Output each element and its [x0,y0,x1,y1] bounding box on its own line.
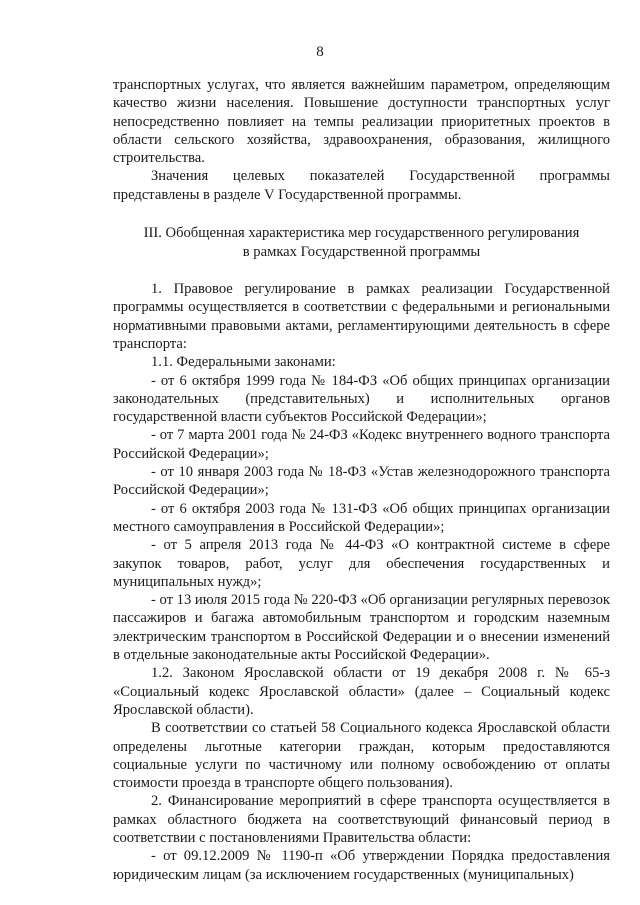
paragraph: 1.1. Федеральными законами: [151,354,336,371]
list-item: - от 10 января 2003 года № 18-ФЗ «Устав железнодорожного транспорта Российской Федерации»; [113,464,610,499]
list-item: - от 6 октября 1999 года № 184-ФЗ «Об общих принципах организации законодательных (представительных) и исполнительных органов государственной власти субъектов Российской Федерации»; [113,372,610,426]
list-item: - от 7 марта 2001 года № 24-ФЗ «Кодекс внутреннего водного транспорта Российской Федерации»; [113,427,610,462]
list-item: - от 13 июля 2015 года № 220-ФЗ «Об организации регулярных перевозок пассажиров и багажа автомобильным транспортом и городским наземным электрическим транспортом в Российской Федерации и о внесении изменений в отдельные законодательные акты Российской Федерации». [113,592,610,664]
document-body [113,76,610,884]
paragraph: Значения целевых показателей Государственной программы представлены в разделе V Государственной программы. [113,168,610,203]
paragraph: 2. Финансирование мероприятий в сфере транспорта осуществляется в рамках областного бюджета на соответствующий финансовый период в соответствии с постановлениями Правительства области: [113,793,610,846]
section-heading-line2: в рамках Государственной программы [242,244,481,261]
paragraph: транспортных услугах, что является важнейшим параметром, определяющим качество жизни населения. Повышение доступности транспортных услуг непосредственно повлияет на темпы реализации приоритетных проектов в области сельского хозяйства, здравоохранения, образования, жилищного строительства. [113,77,610,167]
paragraph: 1.2. Законом Ярославской области от 19 декабря 2008 г. № 65-з «Социальный кодекс Ярославской области» (далее – Социальный кодекс Ярославской области). [113,665,610,718]
list-item: - от 5 апреля 2013 года № 44-ФЗ «О контрактной системе в сфере закупок товаров, работ, услуг для обеспечения государственных и муниципальных нужд»; [113,537,610,590]
section-heading [113,224,610,262]
list-item: - от 09.12.2009 № 1190-п «Об утверждении Порядка предоставления юридическим лицам (за исключением государственных (муниципальных) [113,848,610,883]
paragraph: 1. Правовое регулирование в рамках реализации Государственной программы осуществляется в соответствии с федеральными и региональными нормативными правовыми актами, регламентирующими деятельность в сфере транспорта: [113,281,610,352]
list-item: - от 6 октября 2003 года № 131-ФЗ «Об общих принципах организации местного самоуправления в Российской Федерации»; [113,500,610,535]
section-heading-line1: III. Обобщенная характеристика мер государственного регулирования [143,225,580,242]
paragraph: В соответствии со статьей 58 Социального кодекса Ярославской области определены льготные категории граждан, которым предоставляются социальные услуги по частичному или полному освобождению от оплаты стоимости проезда в транспорте общего пользования). [113,720,610,792]
page-number: 8 [316,44,324,60]
